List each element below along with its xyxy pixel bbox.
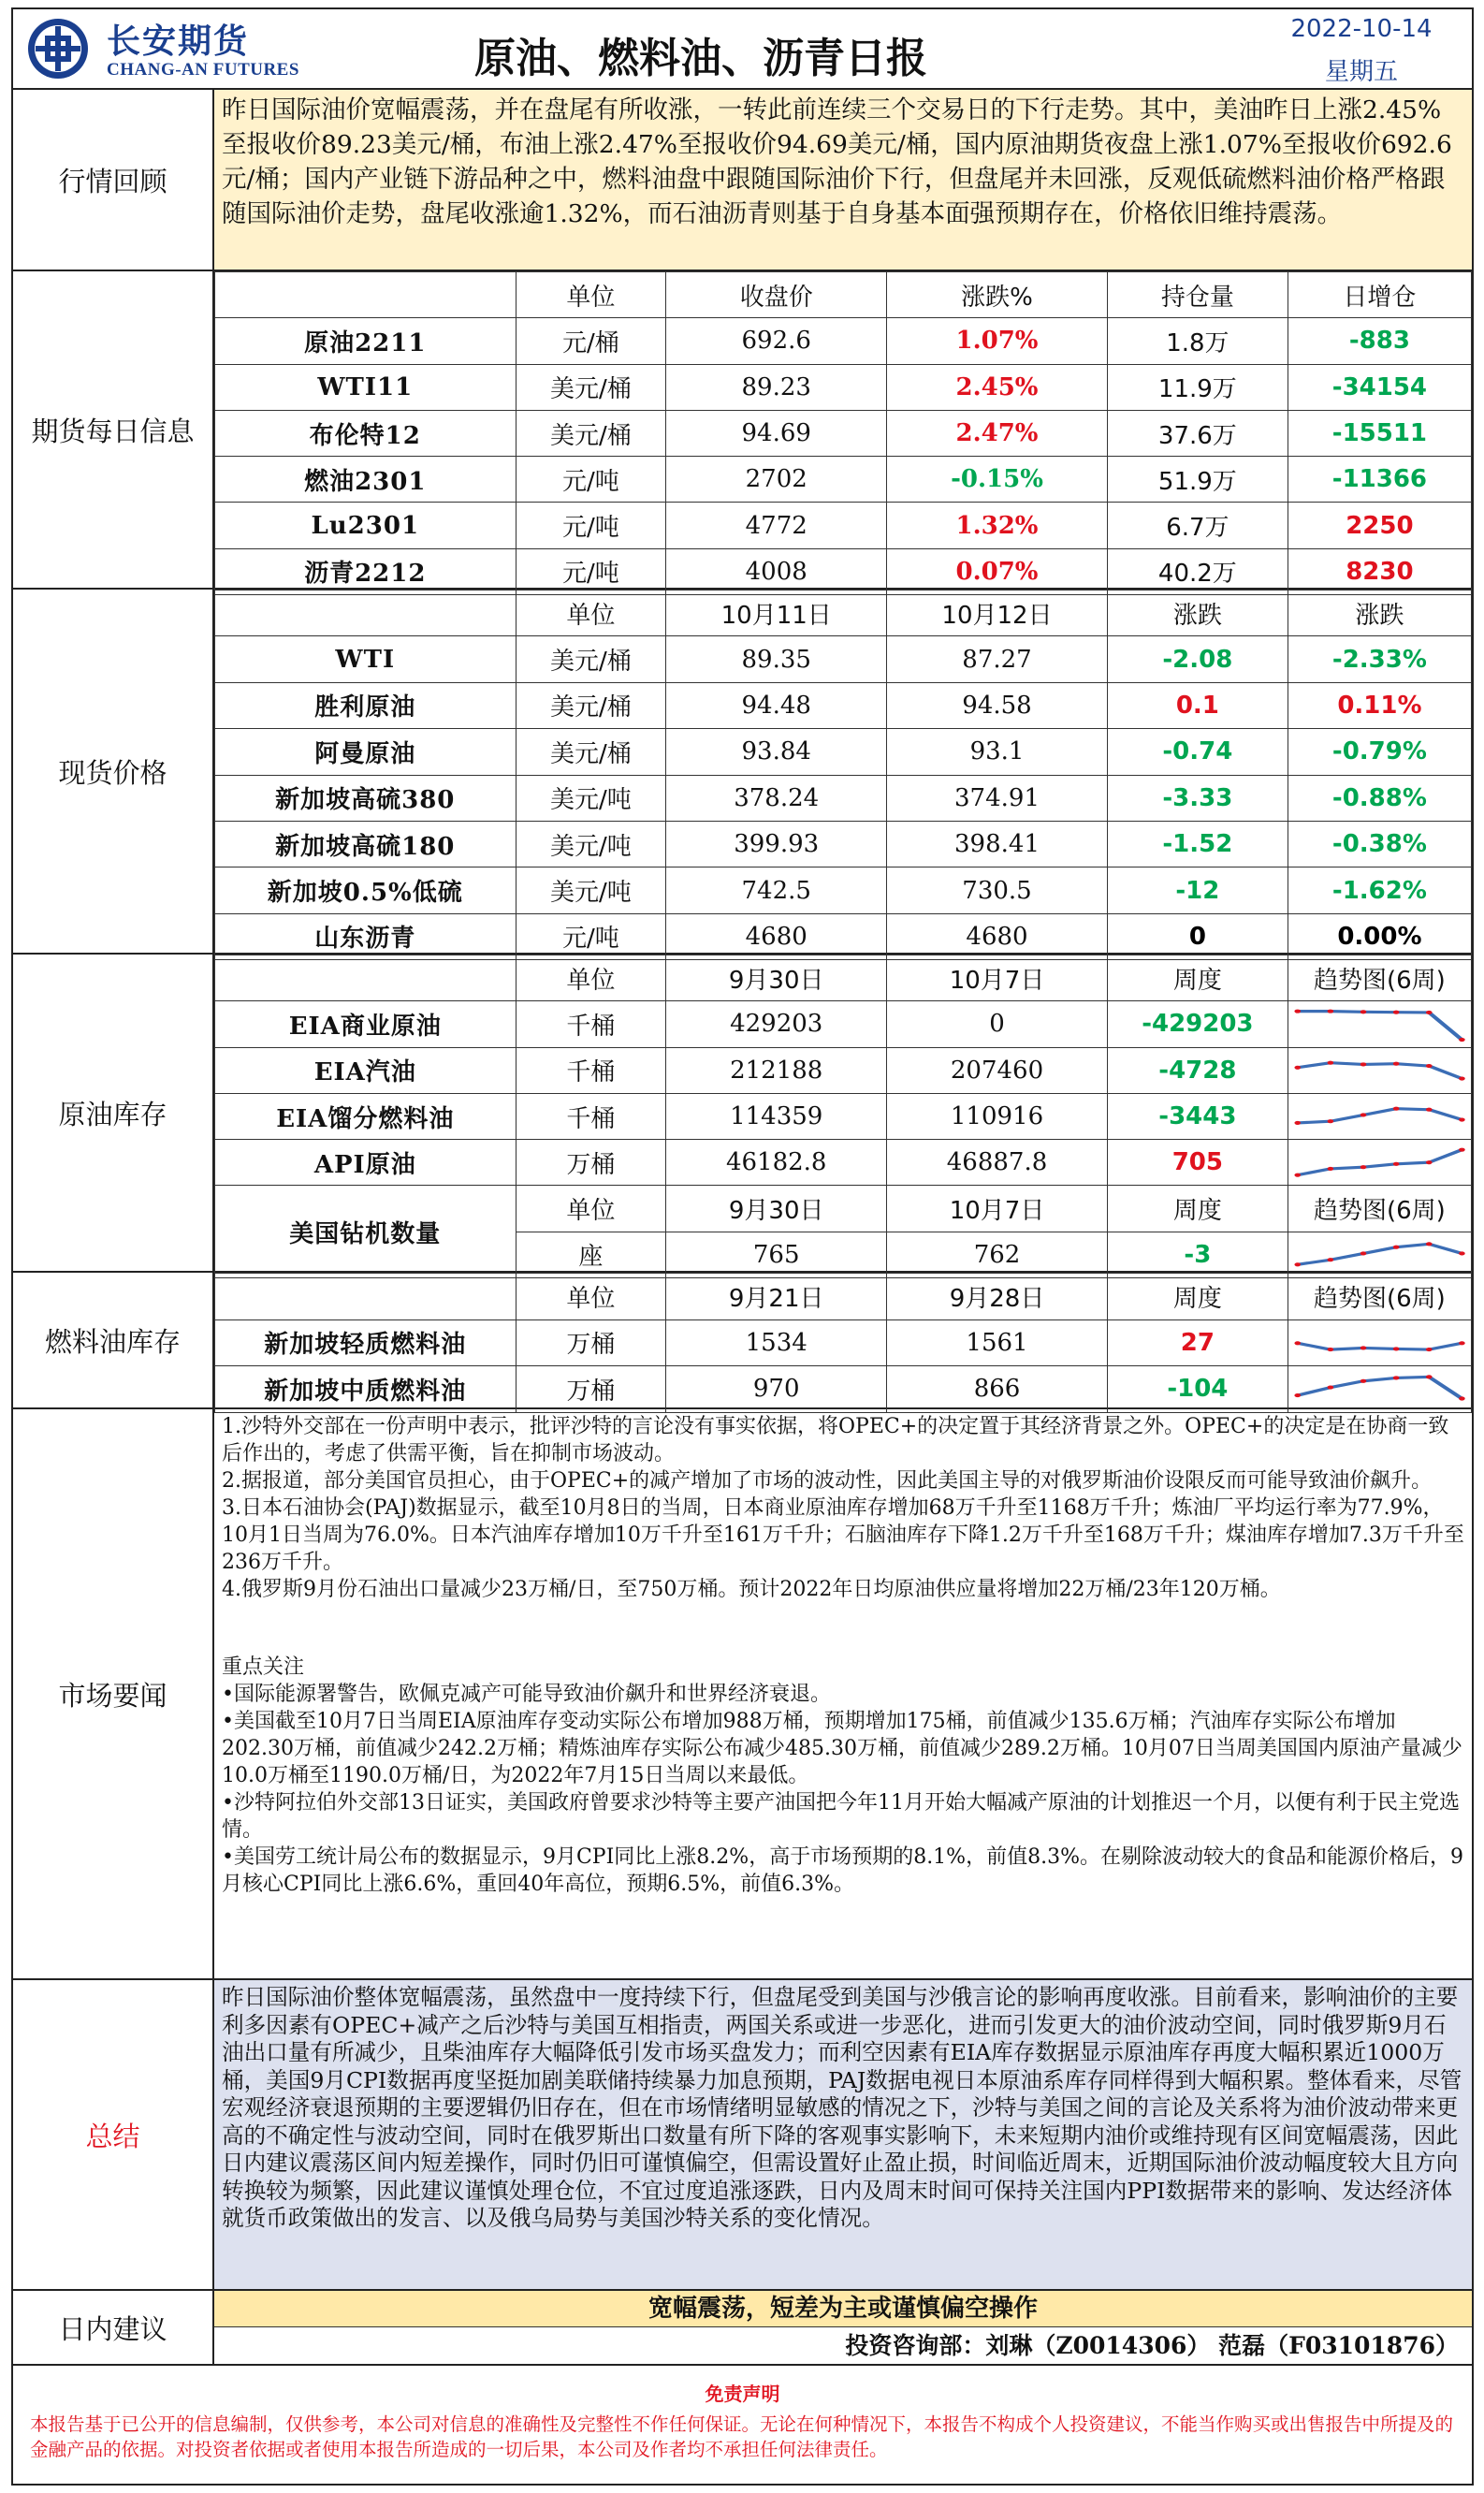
crude-trend-point [1426, 1064, 1433, 1068]
futures-col-header: 持仓量 [1107, 272, 1288, 318]
open-interest: 37.6万 [1107, 410, 1288, 456]
spot-name: 胜利原油 [215, 682, 516, 728]
price-day2: 93.1 [887, 729, 1108, 775]
spot-row [215, 867, 1472, 913]
unit: 万桶 [516, 1140, 666, 1186]
value-week1: 429203 [666, 1001, 887, 1047]
unit: 元/吨 [516, 913, 666, 959]
fuel-col-header [215, 1274, 516, 1320]
rig-col-header: 10月7日 [887, 1186, 1108, 1232]
futures-row [215, 503, 1472, 548]
fuel-trend-point [1393, 1377, 1400, 1380]
price-day2: 730.5 [887, 867, 1108, 913]
fuel-inventory-row [215, 1319, 1472, 1366]
daily-oi-change: -883 [1288, 318, 1471, 364]
change-pct: 2.45% [887, 364, 1108, 410]
crude-trend-sparkline [1288, 1140, 1471, 1185]
weekly-change: -104 [1107, 1366, 1288, 1413]
spot-section [13, 590, 1472, 955]
crude-trend-point [1393, 1107, 1400, 1111]
crude-col-header: 周度 [1107, 955, 1288, 1001]
crude-trend-point [1459, 1076, 1465, 1080]
rig-trend-point [1327, 1258, 1333, 1261]
news-item: 2.据报道，部分美国官员担心，由于OPEC+的减产增加了市场的波动性，因此美国主导的对俄罗斯油价设限反而可能导致油价飙升。 [222, 1469, 1433, 1493]
market-review-text: 昨日国际油价宽幅震荡，并在盘尾有所收涨，一转此前连续三个交易日的下行走势。其中，美油昨日上涨2.45%至报收价89.23美元/桶，布油上涨2.47%至报收价94.69美元/桶，国内原油期货夜盘上涨1.07%至报收价692.6元/桶；国内产业链下游品种之中，燃料油盘中跟随国际油价下行，但盘尾并未回涨，反观低硫燃料油价格严格跟随国际油价走势，盘尾收涨逾1.32%，而石油沥青则基于自身基本面强预期存在，价格依旧维持震荡。 [214, 90, 1472, 270]
spot-name: 山东沥青 [215, 913, 516, 959]
close-price: 89.23 [666, 364, 887, 410]
value-week1: 1534 [666, 1319, 887, 1366]
weekly-change: 27 [1107, 1319, 1288, 1366]
trend-cell [1288, 1319, 1471, 1366]
unit: 元/桶 [516, 318, 666, 364]
value-week2: 762 [887, 1232, 1108, 1277]
summary-label: 总结 [13, 1980, 214, 2289]
daily-oi-change: -15511 [1288, 410, 1471, 456]
futures-col-header: 日增仓 [1288, 272, 1471, 318]
weekly-change: -3 [1107, 1232, 1288, 1277]
change-pct: 2.47% [887, 410, 1108, 456]
value-week2: 207460 [887, 1047, 1108, 1093]
price-day1: 94.48 [666, 682, 887, 728]
market-news-label: 市场要闻 [13, 1409, 214, 1978]
spot-name: 新加坡高硫180 [215, 821, 516, 867]
fuel-trend-point [1393, 1347, 1400, 1350]
open-interest: 11.9万 [1107, 364, 1288, 410]
price-day2: 94.58 [887, 682, 1108, 728]
analyst-info: 投资咨询部：刘琳（Z0014306） 范磊（F03101876） [845, 2332, 1459, 2359]
open-interest: 51.9万 [1107, 457, 1288, 503]
unit: 美元/桶 [516, 636, 666, 682]
contract-name: 布伦特12 [215, 410, 516, 456]
crude-trend-point [1393, 1061, 1400, 1065]
value-week1: 46182.8 [666, 1140, 887, 1186]
spot-name: 阿曼原油 [215, 729, 516, 775]
crude-inventory-section [13, 955, 1472, 1273]
crude-trend-point [1294, 1065, 1301, 1069]
crude-trend-point [1327, 1060, 1333, 1064]
close-price: 692.6 [666, 318, 887, 364]
open-interest: 40.2万 [1107, 548, 1288, 594]
crude-trend-point [1393, 1162, 1400, 1166]
unit: 美元/吨 [516, 821, 666, 867]
trend-cell [1288, 1366, 1471, 1413]
crude-trend-point [1327, 1119, 1333, 1123]
weekly-change: 705 [1107, 1140, 1288, 1186]
value-week2: 0 [887, 1001, 1108, 1047]
crude-col-header: 趋势图(6周) [1288, 955, 1471, 1001]
price-change: 0.1 [1107, 682, 1288, 728]
crude-trend-point [1360, 1062, 1367, 1066]
focus-item: •国际能源署警告，欧佩克减产可能导致油价飙升和世界经济衰退。 [222, 1683, 831, 1706]
weekly-change: -4728 [1107, 1047, 1288, 1093]
price-day2: 398.41 [887, 821, 1108, 867]
rig-trend-point [1393, 1245, 1400, 1248]
advice-label: 日内建议 [13, 2291, 214, 2364]
change-pct: 1.07% [887, 318, 1108, 364]
fuel-trend-point [1327, 1348, 1333, 1351]
disclaimer-title: 免责声明 [705, 2383, 780, 2405]
focus-item-list [222, 1681, 1464, 1898]
price-change: -2.08 [1107, 636, 1288, 682]
price-day1: 89.35 [666, 636, 887, 682]
spot-row [215, 821, 1472, 867]
daily-oi-change: -34154 [1288, 364, 1471, 410]
crude-col-header: 单位 [516, 955, 666, 1001]
inventory-name: EIA汽油 [215, 1047, 516, 1093]
value-week2: 110916 [887, 1093, 1108, 1139]
futures-row [215, 548, 1472, 594]
value-week1: 970 [666, 1366, 887, 1413]
unit: 万桶 [516, 1366, 666, 1413]
contract-name: WTI11 [215, 364, 516, 410]
crude-trend-point [1459, 1117, 1465, 1121]
unit: 元/吨 [516, 503, 666, 548]
crude-trend-point [1459, 1038, 1465, 1042]
rig-trend-sparkline [1288, 1232, 1471, 1277]
fuel-trend-line [1298, 1343, 1462, 1349]
close-price: 94.69 [666, 410, 887, 456]
futures-header-row [215, 272, 1472, 318]
inventory-name: EIA馏分燃料油 [215, 1093, 516, 1139]
trend-cell [1288, 1001, 1471, 1047]
company-name-en: CHANG-AN FUTURES [107, 60, 299, 80]
change-pct: -0.15% [887, 457, 1108, 503]
fuel-trend-point [1294, 1341, 1301, 1345]
futures-table [214, 271, 1472, 595]
price-day1: 399.93 [666, 821, 887, 867]
unit: 美元/桶 [516, 682, 666, 728]
focus-item: •美国截至10月7日当周EIA原油库存变动实际公布增加988万桶，预期增加175桶，前值减少135.6万桶；汽油库存实际公布增加202.30万桶，前值减少242.2万桶；精炼油库存实际公布减少485.30万桶，前值减少289.2万桶。10月07日当周美国国内原油产量减少10.0万桶至1190.0万桶/日，为2022年7月15日当周以来最低。 [222, 1710, 1462, 1787]
futures-col-header: 收盘价 [666, 272, 887, 318]
advice-section [13, 2291, 1472, 2366]
news-item-list [222, 1413, 1464, 1603]
close-price: 4772 [666, 503, 887, 548]
crude-trend-point [1327, 1167, 1333, 1171]
trend-cell [1288, 1047, 1471, 1093]
rig-trend-point [1459, 1251, 1465, 1255]
crude-trend-line [1298, 1062, 1462, 1078]
report-header [13, 9, 1472, 90]
report-title: 原油、燃料油、沥青日报 [474, 35, 927, 82]
unit: 千桶 [516, 1047, 666, 1093]
unit: 美元/吨 [516, 867, 666, 913]
fuel-inventory-section [13, 1273, 1472, 1409]
fuel-trend-sparkline [1288, 1366, 1471, 1412]
fuel-col-header: 9月21日 [666, 1274, 887, 1320]
fuel-col-header: 趋势图(6周) [1288, 1274, 1471, 1320]
contract-name: 燃油2301 [215, 457, 516, 503]
news-item: 3.日本石油协会(PAJ)数据显示，截至10月8日的当周，日本商业原油库存增加68万千升至1168万千升；炼油厂平均运行率为77.9%，10月1日当周为76.0%。日本汽油库存增加10万千升至161万千升；石脑油库存下降1.2万千升至168万千升；煤油库存增加7.3万千升至236万千升。 [222, 1496, 1464, 1574]
price-change: -0.74 [1107, 729, 1288, 775]
futures-section [13, 271, 1472, 590]
rig-col-header: 周度 [1107, 1186, 1288, 1232]
spot-row [215, 682, 1472, 728]
fuel-trend-point [1426, 1375, 1433, 1378]
crude-trend-point [1360, 1011, 1367, 1014]
report-weekday: 星期五 [1324, 58, 1398, 86]
fuel-trend-point [1360, 1346, 1367, 1349]
spot-col-header: 单位 [516, 590, 666, 636]
price-day2: 374.91 [887, 775, 1108, 821]
contract-name: 沥青2212 [215, 548, 516, 594]
market-news-section [13, 1409, 1472, 1980]
focus-title: 重点关注 [222, 1655, 305, 1679]
crude-trend-point [1360, 1113, 1367, 1116]
disclaimer-section [13, 2366, 1472, 2486]
futures-row [215, 364, 1472, 410]
daily-oi-change: 2250 [1288, 503, 1471, 548]
spot-row [215, 636, 1472, 682]
crude-trend-point [1294, 1121, 1301, 1125]
fuel-header-row [215, 1274, 1472, 1320]
trend-cell [1288, 1093, 1471, 1139]
rig-col-header: 单位 [516, 1186, 666, 1232]
report-date: 2022-10-14 [1290, 15, 1433, 43]
contract-name: Lu2301 [215, 503, 516, 548]
change-pct: 1.32% [887, 503, 1108, 548]
company-logo-icon [26, 17, 90, 80]
spot-name: WTI [215, 636, 516, 682]
crude-header-row [215, 955, 1472, 1001]
inventory-name: 新加坡轻质燃料油 [215, 1319, 516, 1366]
rig-count-name: 美国钻机数量 [215, 1186, 516, 1278]
price-day1: 4680 [666, 913, 887, 959]
inventory-name: EIA商业原油 [215, 1001, 516, 1047]
value-week2: 46887.8 [887, 1140, 1108, 1186]
price-day2: 87.27 [887, 636, 1108, 682]
futures-col-header: 涨跌% [887, 272, 1108, 318]
focus-item: •美国劳工统计局公布的数据显示，9月CPI同比上涨8.2%，高于市场预期的8.1%，前值8.3%。在剔除波动较大的食品和能源价格后，9月核心CPI同比上涨6.6%，重回40年高位，预期6.5%，前值6.3%。 [222, 1845, 1463, 1896]
weekly-change: -429203 [1107, 1001, 1288, 1047]
rig-trend-point [1360, 1251, 1367, 1255]
unit: 美元/吨 [516, 775, 666, 821]
crude-trend-point [1393, 1011, 1400, 1014]
rig-trend-point [1426, 1242, 1433, 1246]
crude-trend-point [1426, 1160, 1433, 1164]
futures-row [215, 457, 1472, 503]
fuel-inventory-label: 燃料油库存 [13, 1273, 214, 1407]
price-day2: 4680 [887, 913, 1108, 959]
fuel-col-header: 周度 [1107, 1274, 1288, 1320]
fuel-col-header: 单位 [516, 1274, 666, 1320]
futures-label: 期货每日信息 [13, 271, 214, 588]
crude-trend-point [1426, 1108, 1433, 1112]
open-interest: 6.7万 [1107, 503, 1288, 548]
crude-trend-sparkline [1288, 1048, 1471, 1093]
spot-col-header: 涨跌 [1107, 590, 1288, 636]
price-change-pct: 0.00% [1288, 913, 1471, 959]
price-day1: 378.24 [666, 775, 887, 821]
price-change: -1.52 [1107, 821, 1288, 867]
change-pct: 0.07% [887, 548, 1108, 594]
value-week2: 1561 [887, 1319, 1108, 1366]
spot-row [215, 913, 1472, 959]
unit: 千桶 [516, 1001, 666, 1047]
price-change-pct: 0.11% [1288, 682, 1471, 728]
futures-col-header: 单位 [516, 272, 666, 318]
fuel-trend-point [1459, 1397, 1465, 1401]
rig-trend-line [1298, 1244, 1462, 1264]
unit: 美元/桶 [516, 410, 666, 456]
close-price: 4008 [666, 548, 887, 594]
crude-col-header: 9月30日 [666, 955, 887, 1001]
spot-name: 新加坡高硫380 [215, 775, 516, 821]
crude-inventory-row [215, 1001, 1472, 1047]
crude-col-header [215, 955, 516, 1001]
rig-col-header: 趋势图(6周) [1288, 1186, 1471, 1232]
rig-col-header: 9月30日 [666, 1186, 887, 1232]
value-week1: 114359 [666, 1093, 887, 1139]
price-change-pct: -2.33% [1288, 636, 1471, 682]
unit: 美元/桶 [516, 364, 666, 410]
fuel-trend-point [1360, 1379, 1367, 1383]
summary-text: 昨日国际油价整体宽幅震荡，虽然盘中一度持续下行，但盘尾受到美国与沙俄言论的影响再度收涨。目前看来，影响油价的主要利多因素有OPEC+减产之后沙特与美国互相指责，两国关系或进一步恶化，进而引发更大的油价波动空间，同时俄罗斯9月石油出口量有所减少，且柴油库存大幅降低引发市场买盘发力；而利空因素有EIA库存数据显示原油库存再度大幅积累近1000万桶，美国9月CPI数据再度坚挺加剧美联储持续暴力加息预期，PAJ数据电视日本原油系库存同样得到大幅积累。整体看来，尽管宏观经济衰退预期的主要逻辑仍旧存在，但在市场情绪明显敏感的情况之下，沙特与美国之间的言论及关系将为油价波动带来更高的不确定性与波动空间，同时在俄罗斯出口数量有所下降的客观事实影响下，未来短期内油价或维持现有区间宽幅震荡，因此日内建议震荡区间内短差操作，同时仍旧可谨慎偏空，但需设置好止盈止损，时间临近周末，近期国际油价波动幅度较大且方向转换较为频繁，因此建议谨慎处理仓位，不宜过度追涨逐跌，日内及周末时间可保持关注国内PPI数据带来的影响、发达经济体就货币政策做出的发言、以及俄乌局势与美国沙特关系的变化情况。 [214, 1980, 1472, 2289]
price-change-pct: -1.62% [1288, 867, 1471, 913]
report-page [11, 7, 1474, 2486]
crude-trend-sparkline [1288, 1001, 1471, 1046]
advice-text: 宽幅震荡，短差为主或谨慎偏空操作 [214, 2291, 1472, 2327]
focus-item: •沙特阿拉伯外交部13日证实，美国政府曾要求沙特等主要产油国把今年11月开始大幅减产原油的计划推迟一个月，以便有利于民主党选情。 [222, 1791, 1460, 1842]
crude-trend-line [1298, 1012, 1462, 1040]
value-week1: 212188 [666, 1047, 887, 1093]
fuel-trend-point [1294, 1393, 1301, 1397]
market-review-label: 行情回顾 [13, 90, 214, 270]
summary-section [13, 1980, 1472, 2291]
spot-col-header [215, 590, 516, 636]
spot-col-header: 10月12日 [887, 590, 1108, 636]
trend-cell [1288, 1232, 1471, 1277]
fuel-trend-sparkline [1288, 1320, 1471, 1366]
spot-table [214, 590, 1472, 960]
rig-trend-point [1294, 1262, 1301, 1266]
futures-col-header [215, 272, 516, 318]
crude-trend-point [1327, 1010, 1333, 1013]
disclaimer-text: 本报告基于已公开的信息编制，仅供参考，本公司对信息的准确性及完整性不作任何保证。无论在何种情况下，本报告不构成个人投资建议，不能当作购买或出售报告中所提及的金融产品的依据。对投资者依据或者使用本报告所造成的一切后果，本公司及作者均不承担任何法律责任。 [30, 2413, 1454, 2460]
spot-header-row [215, 590, 1472, 636]
crude-trend-line [1298, 1150, 1462, 1175]
crude-trend-point [1294, 1174, 1301, 1177]
spot-row [215, 775, 1472, 821]
crude-trend-point [1294, 1010, 1301, 1013]
unit: 千桶 [516, 1093, 666, 1139]
fuel-inventory-row [215, 1366, 1472, 1413]
unit: 元/吨 [516, 457, 666, 503]
crude-inventory-row [215, 1140, 1472, 1186]
spot-col-header: 10月11日 [666, 590, 887, 636]
trend-cell [1288, 1140, 1471, 1186]
close-price: 2702 [666, 457, 887, 503]
unit: 万桶 [516, 1319, 666, 1366]
weekly-change: -3443 [1107, 1093, 1288, 1139]
crude-trend-point [1426, 1011, 1433, 1014]
fuel-trend-line [1298, 1378, 1462, 1399]
spot-row [215, 729, 1472, 775]
crude-trend-sparkline [1288, 1094, 1471, 1139]
price-change: -3.33 [1107, 775, 1288, 821]
inventory-name: API原油 [215, 1140, 516, 1186]
value-week1: 765 [666, 1232, 887, 1277]
price-change-pct: -0.79% [1288, 729, 1471, 775]
fuel-trend-point [1426, 1348, 1433, 1351]
fuel-trend-point [1327, 1386, 1333, 1390]
spot-name: 新加坡0.5%低硫 [215, 867, 516, 913]
price-change-pct: -0.38% [1288, 821, 1471, 867]
news-item: 1.沙特外交部在一份声明中表示，批评沙特的言论没有事实依据，将OPEC+的决定置于其经济背景之外。OPEC+的决定是在协商一致后作出的，考虑了供需平衡，旨在抑制市场波动。 [222, 1415, 1449, 1465]
spot-col-header: 涨跌 [1288, 590, 1471, 636]
crude-inventory-label: 原油库存 [13, 955, 214, 1271]
crude-trend-line [1298, 1109, 1462, 1123]
inventory-name: 新加坡中质燃料油 [215, 1366, 516, 1413]
crude-trend-point [1459, 1148, 1465, 1152]
crude-inventory-row [215, 1047, 1472, 1093]
daily-oi-change: 8230 [1288, 548, 1471, 594]
price-change-pct: -0.88% [1288, 775, 1471, 821]
price-change: 0 [1107, 913, 1288, 959]
futures-row [215, 318, 1472, 364]
company-name-cn: 长安期货 [107, 22, 250, 61]
price-day1: 742.5 [666, 867, 887, 913]
crude-trend-point [1360, 1165, 1367, 1169]
price-change: -12 [1107, 867, 1288, 913]
crude-col-header: 10月7日 [887, 955, 1108, 1001]
futures-row [215, 410, 1472, 456]
market-news-body [214, 1409, 1472, 1978]
fuel-inventory-table [214, 1273, 1472, 1413]
crude-inventory-table [214, 955, 1472, 1278]
unit: 座 [516, 1232, 666, 1277]
fuel-trend-point [1459, 1341, 1465, 1345]
open-interest: 1.8万 [1107, 318, 1288, 364]
value-week2: 866 [887, 1366, 1108, 1413]
rig-header-row [215, 1186, 1472, 1232]
spot-label: 现货价格 [13, 590, 214, 953]
news-item: 4.俄罗斯9月份石油出口量减少23万桶/日，至750万桶。预计2022年日均原油供应量将增加22万桶/23年120万桶。 [222, 1578, 1281, 1601]
unit: 美元/桶 [516, 729, 666, 775]
crude-inventory-row [215, 1093, 1472, 1139]
price-day1: 93.84 [666, 729, 887, 775]
contract-name: 原油2211 [215, 318, 516, 364]
daily-oi-change: -11366 [1288, 457, 1471, 503]
fuel-col-header: 9月28日 [887, 1274, 1108, 1320]
unit: 元/吨 [516, 548, 666, 594]
market-review-section [13, 90, 1472, 271]
